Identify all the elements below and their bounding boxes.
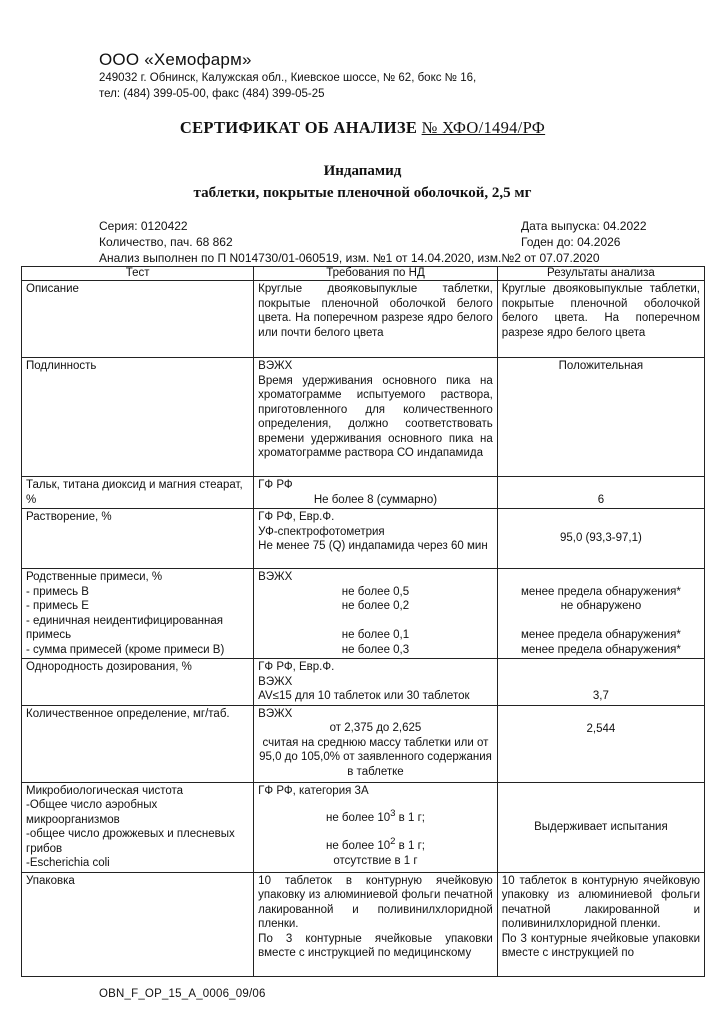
- table-row: [22, 782, 705, 872]
- test-title: Родственные примеси, %: [26, 571, 163, 583]
- series: Серия: 0120422: [99, 219, 188, 233]
- product-name: Индапамид: [323, 163, 402, 179]
- company-phone: тел: (484) 399-05-00, факс (484) 399-05-25: [99, 88, 325, 100]
- requirement-exponent: 3: [390, 808, 396, 819]
- table-row: [22, 281, 705, 358]
- sub-test-name: - сумма примесей (кроме примеси В): [26, 643, 225, 656]
- requirement-cell: [254, 477, 498, 509]
- table-row: [22, 569, 705, 659]
- requirement-cell: [254, 705, 498, 782]
- requirement-text: Не менее 75 (Q) индапамида через 60 мин: [258, 540, 488, 552]
- table-row: [22, 358, 705, 477]
- result-text-2: По 3 контурные ячейковые упаковки вместе с инструкцией по: [501, 932, 700, 959]
- result-cell: [497, 872, 704, 976]
- company-name: ООО «Хемофарм»: [99, 50, 252, 69]
- product-form: таблетки, покрытые пленочной оболочкой, 2,5 мг: [193, 185, 532, 201]
- result-cell: Круглые двояковыпуклые таблетки, покрытые пленочной оболочкой белого цвета. На поперечном разрезе ядро белого цвета: [497, 281, 704, 358]
- result-cell: 2,544: [497, 705, 704, 782]
- requirement-cell: [254, 509, 498, 569]
- table-row: [22, 477, 705, 509]
- result-text: 10 таблеток в контурную ячейковую упаковку из алюминиевой фольги печатной лакированной и поливинилхлоридной пленки.: [501, 874, 700, 930]
- sub-test-name: -общее число дрожжевых и плесневых грибов: [26, 828, 235, 855]
- test-cell: Однородность дозирования, %: [22, 659, 254, 706]
- requirement-exponent: 2: [390, 836, 396, 848]
- sub-requirement: не более 0,2: [341, 600, 410, 612]
- test-cell: Количественное определение, мг/таб.: [22, 705, 254, 782]
- result-cell: Положительная: [497, 358, 704, 477]
- sub-requirement: отсутствие в 1 г: [333, 854, 418, 867]
- test-cell: [22, 569, 254, 659]
- requirement-cell: [254, 569, 498, 659]
- certificate-title-text: СЕРТИФИКАТ ОБ АНАЛИЗЕ: [179, 118, 418, 137]
- release-date: Дата выпуска: 04.2022: [521, 219, 647, 233]
- requirement-text-2: По 3 контурные ячейковые упаковки вместе с инструкцией по медицинскому: [258, 932, 493, 959]
- requirement-text: от 2,375 до 2,625: [329, 722, 422, 734]
- table-row: [22, 659, 705, 706]
- sub-requirement: не более 0,5: [341, 585, 410, 598]
- method-2: УФ-спектрофотометрия: [258, 525, 385, 538]
- result-cell: Выдерживает испытания: [497, 782, 704, 872]
- result-cell: 3,7: [497, 659, 704, 706]
- test-title: Микробиологическая чистота: [26, 784, 184, 797]
- sub-requirement: [258, 835, 493, 853]
- requirement-cell: [254, 782, 498, 872]
- requirement-unit: в 1 г;: [395, 811, 425, 824]
- document-code: OBN_F_OP_15_A_0006_09/06: [99, 988, 266, 1000]
- result-cell: 6: [497, 477, 704, 509]
- analysis-table: [21, 266, 705, 977]
- requirement-cell: [254, 659, 498, 706]
- method: ВЭЖХ: [258, 360, 293, 372]
- sub-result: менее предела обнаружения*: [520, 629, 681, 641]
- analysis-reference: Анализ выполнен по П N014730/01-060519, изм. №1 от 14.04.2020, изм.№2 от 07.07.2020: [99, 251, 600, 265]
- table-row: [22, 705, 705, 782]
- company-address: 249032 г. Обнинск, Калужская обл., Киевское шоссе, № 62, бокс № 16,: [99, 72, 477, 84]
- sub-test-name: - примесь В: [26, 585, 89, 598]
- requirement-base: не более 10: [325, 811, 391, 824]
- sub-test-name: -Общее число аэробных микроорганизмов: [26, 799, 158, 826]
- sub-test-name: - примесь Е: [26, 600, 89, 612]
- method: ГФ РФ, Евр.Ф.: [258, 661, 335, 673]
- certificate-number: № ХФО/1494/РФ: [421, 118, 546, 137]
- method: ВЭЖХ: [258, 707, 293, 720]
- requirement-text: Время удерживания основного пика на хроматограмме испытуемого раствора, приготовленного для количественного определения, должно соответствовать времени удерживания основного пика на хроматограмме раствора СО индапамида: [258, 374, 493, 459]
- requirement-base: не более 10: [325, 840, 391, 853]
- meta-left: [99, 218, 233, 250]
- method-2: ВЭЖХ: [258, 675, 293, 688]
- requirement-text: AV≤15 для 10 таблеток или 30 таблеток: [258, 690, 470, 702]
- requirement-cell: Круглые двояковыпуклые таблетки, покрытые пленочной оболочкой белого цвета. На поперечном разрезе ядро белого или почти белого цвета: [254, 281, 498, 358]
- test-cell: Описание: [22, 281, 254, 358]
- sub-test-name: -Escherichia coli: [26, 857, 110, 869]
- requirement-unit: в 1 г;: [395, 840, 425, 853]
- header-requirements: Требования по НД: [254, 267, 498, 281]
- sub-result: менее предела обнаружения*: [520, 585, 681, 598]
- quantity: Количество, пач. 68 862: [99, 235, 233, 249]
- method: ГФ РФ: [258, 479, 293, 491]
- table-row: [22, 872, 705, 976]
- sub-requirement: [258, 807, 493, 825]
- table-header-row: [22, 267, 705, 281]
- requirement-cell: [254, 358, 498, 477]
- result-cell: [497, 569, 704, 659]
- method: ГФ РФ, Евр.Ф.: [258, 511, 335, 523]
- company-header: [99, 50, 476, 102]
- expiry-date: Годен до: 04.2026: [521, 235, 621, 249]
- result-cell: 95,0 (93,3-97,1): [497, 509, 704, 569]
- sub-test-name: - единичная неидентифицированная примесь: [26, 614, 223, 641]
- test-cell: Тальк, титана диоксид и магния стеарат, %: [22, 477, 254, 509]
- test-cell: Растворение, %: [22, 509, 254, 569]
- header-test: Тест: [22, 267, 254, 281]
- sub-requirement: не более 0,1: [341, 629, 410, 641]
- test-cell: Подлинность: [22, 358, 254, 477]
- method: ГФ РФ, категория 3А: [258, 784, 369, 797]
- certificate-title: [0, 118, 725, 138]
- requirement-note: считая на среднюю массу таблетки или от 95,0 до 105,0% от заявленного содержания в таблетке: [259, 736, 492, 778]
- sub-result: менее предела обнаружения*: [520, 643, 681, 656]
- product-header: [0, 160, 725, 204]
- requirement-text: Не более 8 (суммарно): [313, 493, 438, 506]
- requirement-cell: [254, 872, 498, 976]
- method: ВЭЖХ: [258, 571, 293, 583]
- header-results: Результаты анализа: [497, 267, 704, 281]
- sub-result: не обнаружено: [560, 600, 642, 612]
- meta-right: [521, 218, 647, 250]
- test-cell: [22, 782, 254, 872]
- table-row: [22, 509, 705, 569]
- sub-requirement: не более 0,3: [341, 643, 410, 656]
- requirement-text: 10 таблеток в контурную ячейковую упаковку из алюминиевой фольги печатной лакированной и поливинилхлоридной пленки.: [258, 874, 493, 930]
- test-cell: Упаковка: [22, 872, 254, 976]
